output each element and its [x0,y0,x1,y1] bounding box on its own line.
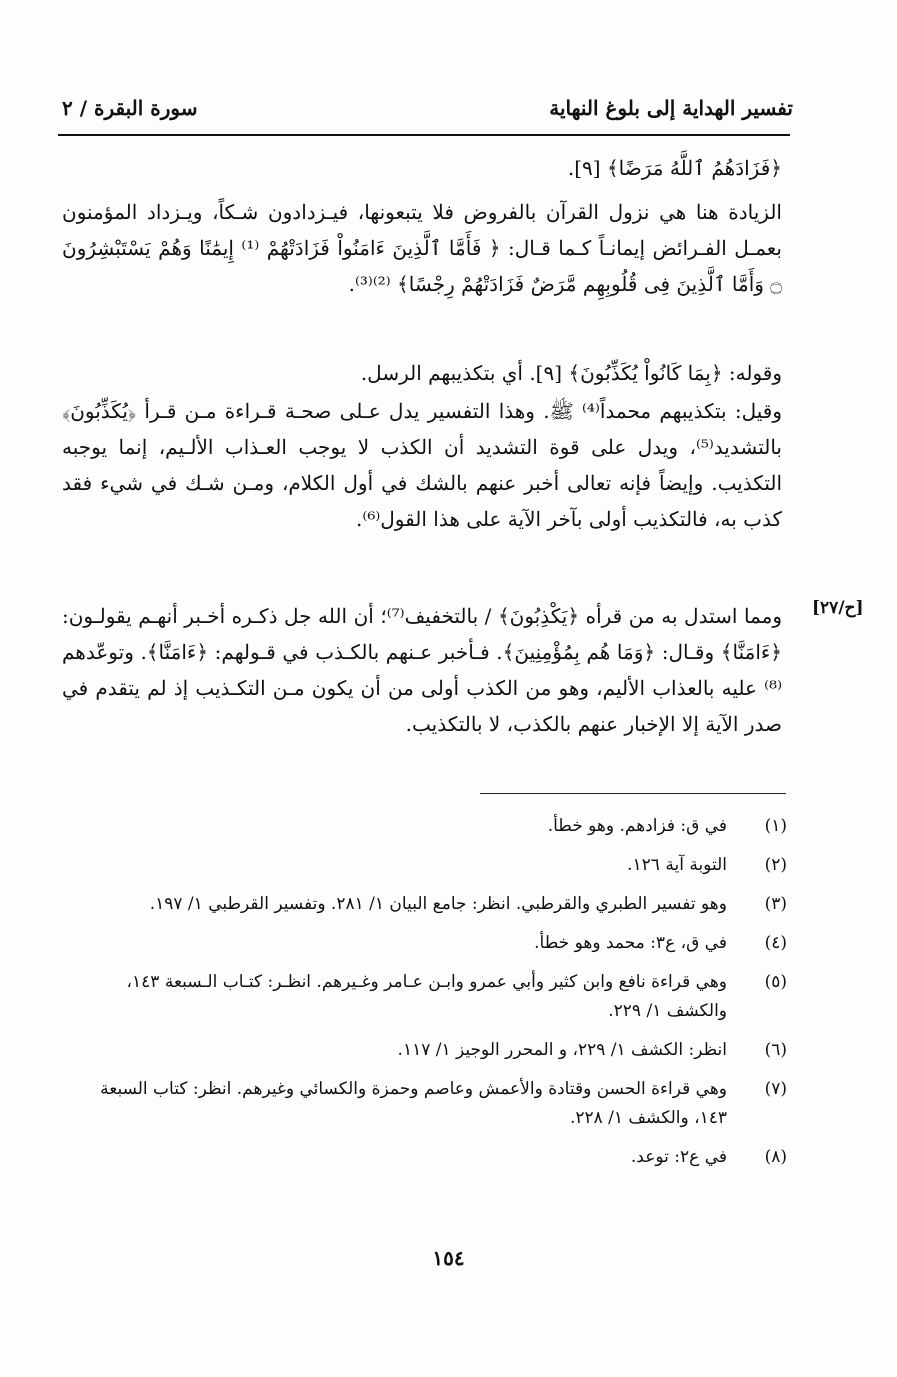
footnote-number: (٧) [764,1079,787,1099]
footnote-text: وهي قراءة الحسن وقتادة والأعمش وعاصم وحمزة والكسائي وغيرهم. انظر: كتاب السبعة ١٤٣، والكشف ١/ ٢٢٨. [100,1079,727,1128]
footnote-rule [480,793,786,794]
margin-manuscript-note: [ح/٢٧] [812,598,864,618]
running-header-surah: سورة البقرة / ٢ [62,96,198,120]
footnote-number: (٢) [764,855,787,875]
footnote [62,929,787,958]
paragraph-3: وقيل: بتكذيبهم محمداً⁽⁴⁾ ﷺ. وهذا التفسير يدل عـلى صحـة قـراءة مـن قـرأ ﴿يُكَذِّبُونَ﴾ بالتشديد⁽⁵⁾، ويدل على قوة التشديد أن الكذب لا يوجب العـذاب الألـيم، إنما يوجبه التكذيب. وإيضاً فإنه تعالى أخبر عنهم بالشك في أول الكلام، ومـن شـك في شيء فقد كذب به، فالتكذيب أولى بآخر الآية على هذا القول⁽⁶⁾. [62,399,783,531]
footnote-text: في ق: فزادهم. وهو خطأ. [547,816,727,836]
footnote-number: (٨) [764,1147,787,1167]
verse-quote: ﴿فَزَادَهُمُ ٱللَّهُ مَرَضًا﴾ [٩]. [567,156,782,180]
footnote-number: (١) [764,816,787,836]
footnote [62,890,787,919]
footnote [62,851,787,880]
footnote-text: وهي قراءة نافع وابن كثير وأبي عمرو وابـن عـامر وغـيرهم. انظـر: كتـاب الـسبعة ١٤٣، والكشف ١/ ٢٢٩. [126,972,727,1021]
footnote-text: وهو تفسير الطبري والقرطبي. انظر: جامع البيان ١/ ٢٨١. وتفسير القرطبي ١/ ١٩٧. [149,894,727,914]
header-rule [58,134,790,136]
footnote-text: التوبة آية ١٢٦. [627,855,727,875]
footnote [62,1075,787,1133]
footnote-text: في ق، ع٣: محمد وهو خطأ. [534,933,727,953]
footnotes [62,812,787,1182]
footnote-number: (٤) [764,933,787,953]
footnote [62,968,787,1026]
footnote [62,812,787,841]
footnote-number: (٣) [764,894,787,914]
paragraph-1: الزيادة هنا هي نزول القرآن بالفروض فلا يتبعونها، فيـزدادون شـكاً، ويـزداد المؤمنون بعمـل الفـرائض إيمانـاً كـما قـال: ﴿ فَأَمَّا ٱلَّذِينَ ءَامَنُواْ فَزَادَتْهُمْ ⁽¹⁾ إِيمَٰنًا وَهُمْ يَسْتَبْشِرُونَ ۝ وَأَمَّا ٱلَّذِينَ فِى قُلُوبِهِم مَّرَضٌ فَزَادَتْهُمْ رِجْسًا﴾ ⁽²⁾⁽³⁾. [62,200,783,296]
footnote-number: (٥) [764,972,787,992]
paragraph-2: وقوله: ﴿بِمَا كَانُواْ يُكَذِّبُونَ﴾ [٩]. أي بتكذيبهم الرسل. [360,361,782,385]
page-number: ١٥٤ [432,1246,465,1270]
footnote-text: انظر: الكشف ١/ ٢٢٩، و المحرر الوجيز ١/ ١١٧. [397,1040,727,1060]
footnote-number: (٦) [764,1040,787,1060]
footnote [62,1143,787,1172]
paragraph-4: ومما استدل به من قرأه ﴿يَكْذِبُونَ﴾ / بالتخفيف⁽⁷⁾؛ أن الله جل ذكـره أخـبر أنهـم يقولـون: ﴿ءَامَنَّا﴾ وقـال: ﴿وَمَا هُم بِمُؤْمِنِينَ﴾. فـأخبر عـنهم بالكـذب في قـولهم: ﴿ءَامَنَّا﴾. وتوعّدهم ⁽⁸⁾ عليه بالعذاب الأليم، وهو من الكذب أولى من أن يكون مـن التكـذيب إذ لم يتقدم في صدر الآية إلا الإخبار عنهم بالكذب، لا بالتكذيب. [62,604,782,736]
footnote [62,1036,787,1065]
footnote-text: في ع٢: توعد. [630,1147,727,1167]
running-header-title: تفسير الهداية إلى بلوغ النهاية [549,96,793,120]
